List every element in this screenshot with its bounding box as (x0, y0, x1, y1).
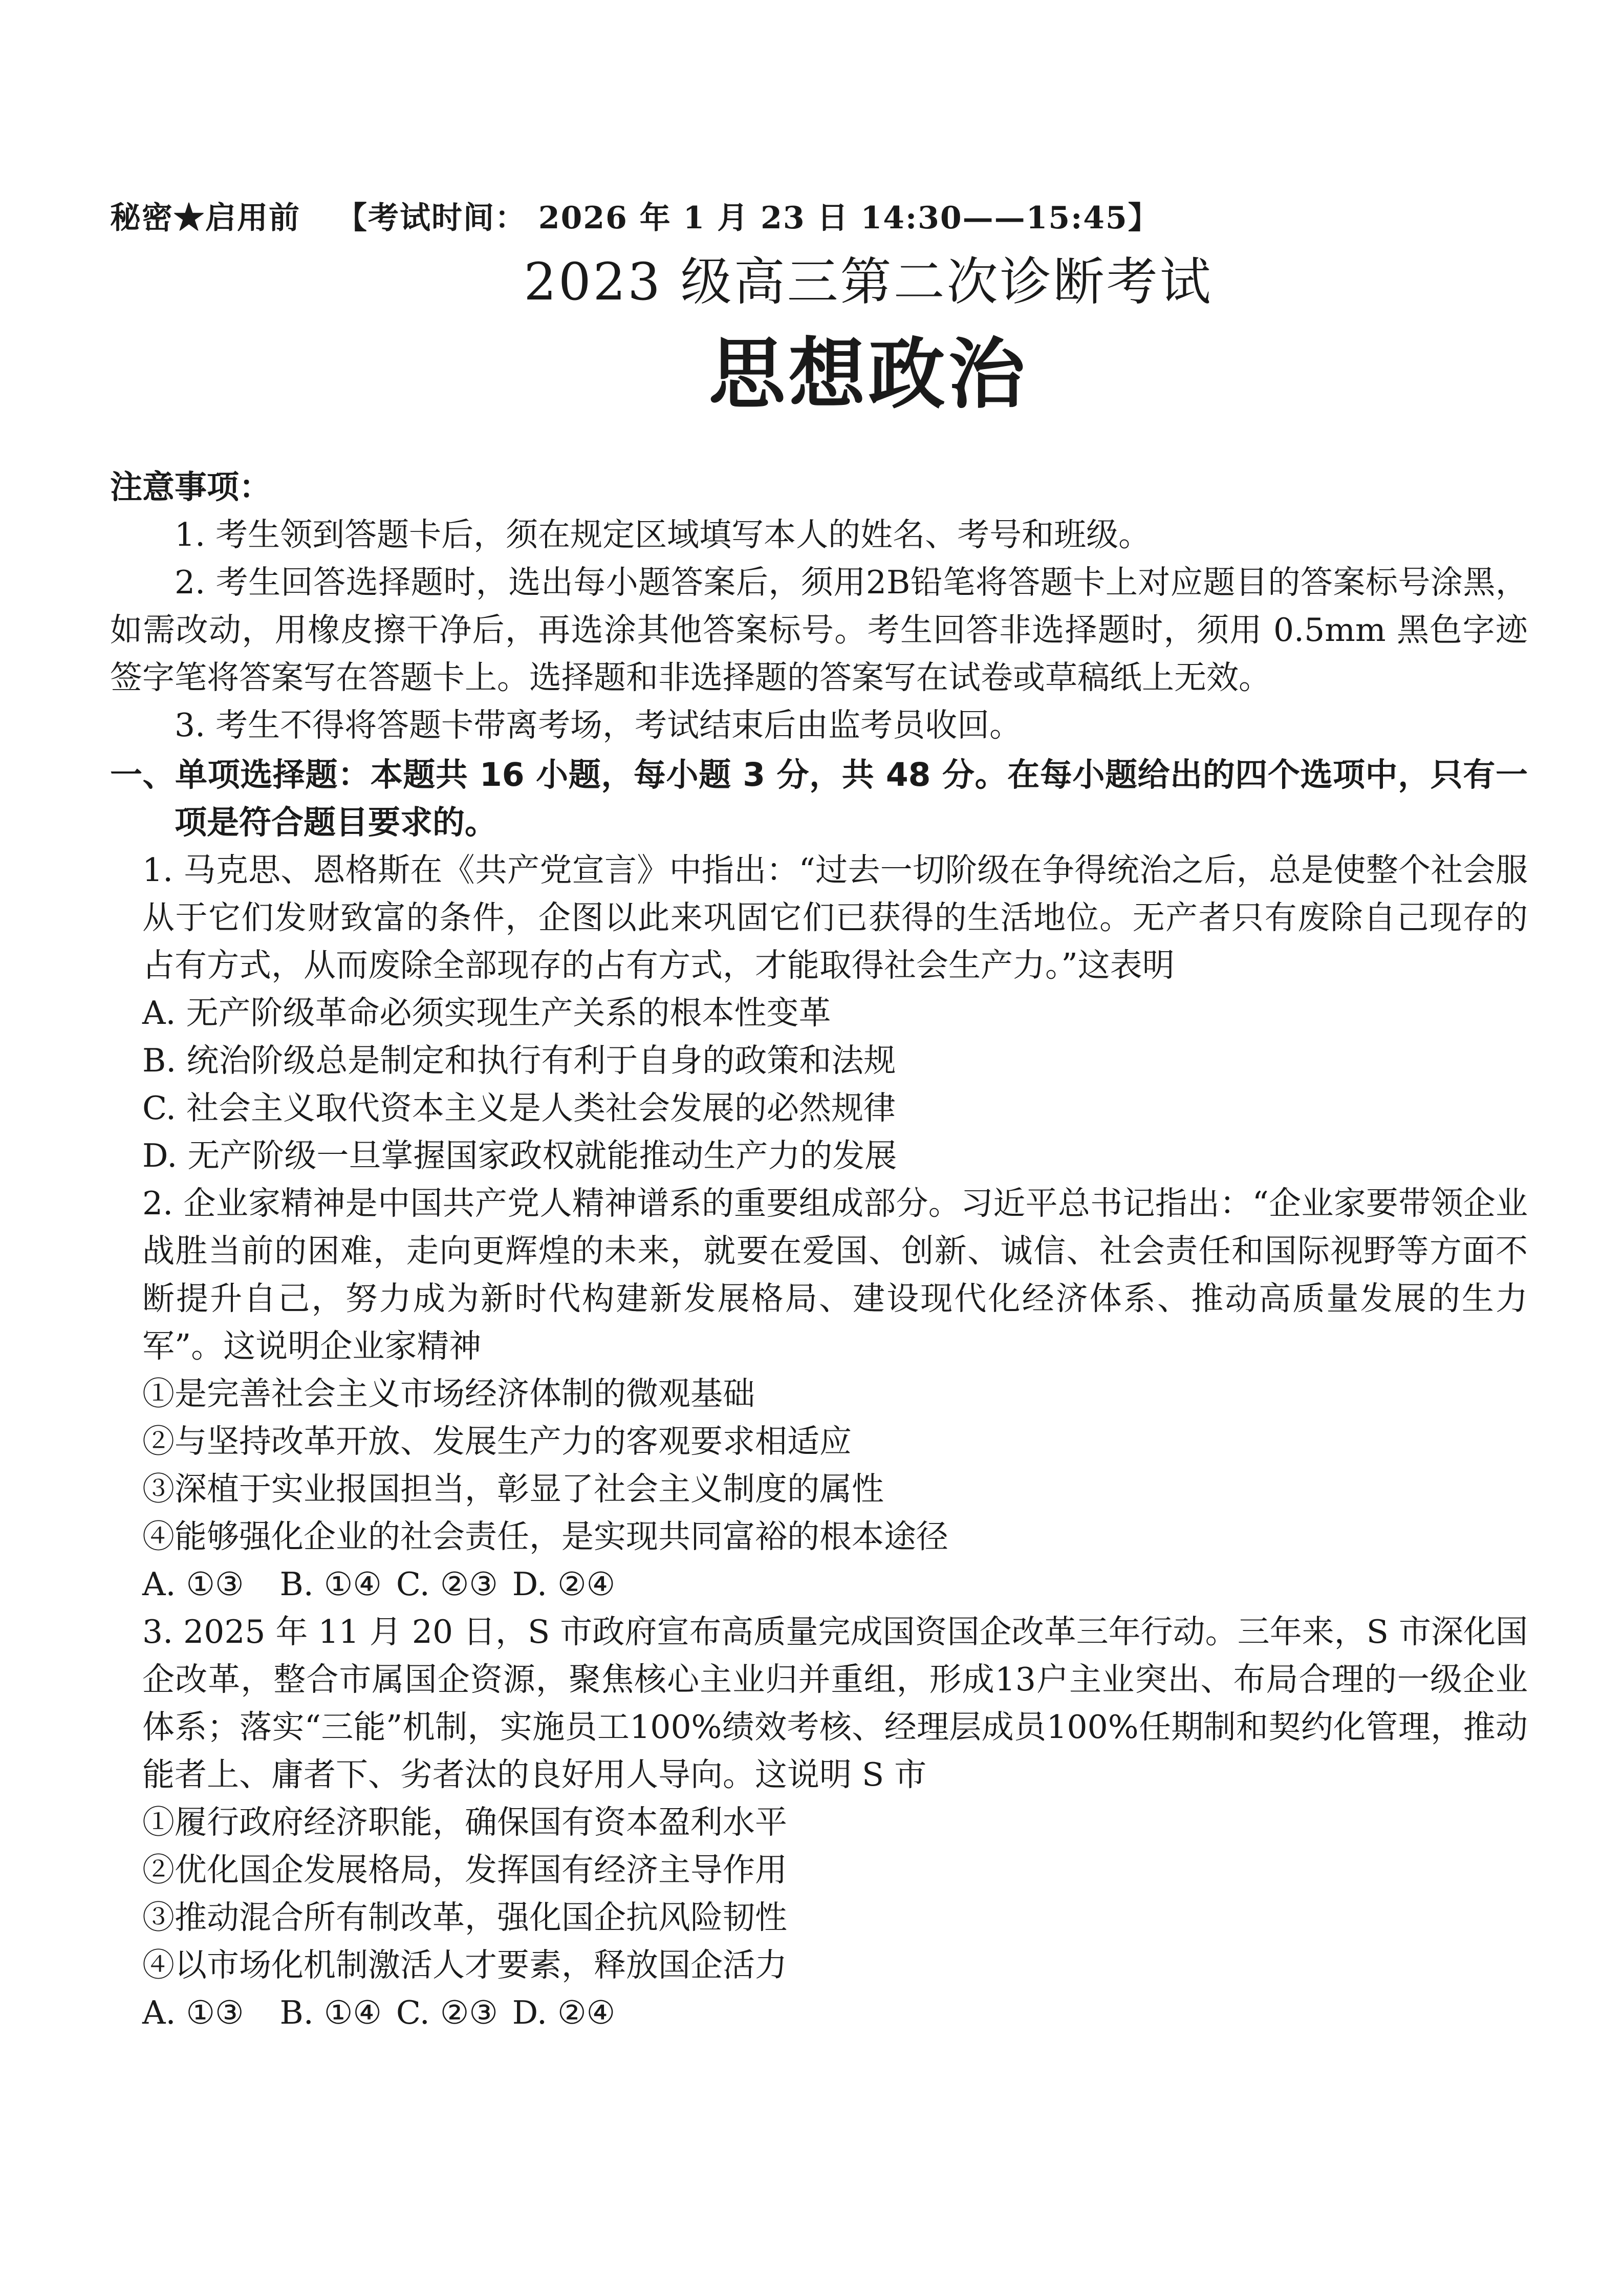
statement: ④以市场化机制激活人才要素，释放国企活力 (142, 1946, 787, 1984)
statement: ②与坚持改革开放、发展生产力的客观要求相适应 (142, 1423, 852, 1460)
option-b: B. ①④ (279, 1994, 382, 2031)
statement: ②优化国企发展格局，发挥国有经济主导作用 (142, 1851, 787, 1889)
question-stem: 1. 马克思、恩格斯在《共产党宣言》中指出：“过去一切阶级在争得统治之后，总是使整个社会服从于它们发财致富的条件，企图以此来巩固它们已获得的生活地位。无产者只有废除自己现存的占有方式，从而废除全部现存的占有方式，才能取得社会生产力。”这表明 (142, 851, 1528, 984)
option-d: D. 无产阶级一旦掌握国家政权就能推动生产力的发展 (142, 1137, 897, 1174)
exam-time: 【考试时间： 2026 年 1 月 23 日 14:30——15:45】 (336, 200, 1160, 236)
statement: ③深植于实业报国担当，彰显了社会主义制度的属性 (142, 1470, 884, 1508)
section-heading: 一、单项选择题：本题共 16 小题，每小题 3 分，共 48 分。在每小题给出的四个选项中，只有一项是符合题目要求的。 (110, 756, 1528, 841)
answer-options (142, 1560, 1528, 1608)
notice-heading: 注意事项： (110, 468, 271, 506)
question-3 (110, 1608, 1528, 2036)
option-d: D. ②④ (512, 1565, 616, 1603)
notice-item: 1. 考生领到答题卡后，须在规定区域填写本人的姓名、考号和班级。 (175, 516, 1151, 553)
option-d: D. ②④ (512, 1994, 616, 2031)
option-b: B. ①④ (279, 1565, 382, 1603)
question-stem: 3. 2025 年 11 月 20 日，S 市政府宣布高质量完成国资国企改革三年行动。三年来，S 市深化国企改革，整合市属国企资源，聚焦核心主业归并重组，形成13户主业突出、布局合理的一级企业体系；落实“三能”机制，实施员工100%绩效考核、经理层成员100%任期制和契约化管理，推动能者上、庸者下、劣者汰的良好用人导向。这说明 S 市 (142, 1613, 1528, 1793)
statement: ③推动混合所有制改革，强化国企抗风险韧性 (142, 1899, 787, 1936)
option-a: A. ①③ (142, 1994, 244, 2031)
answer-options (142, 1989, 1528, 2036)
header-line (110, 194, 1160, 238)
option-c: C. ②③ (396, 1565, 498, 1603)
statement: ①履行政府经济职能，确保国有资本盈利水平 (142, 1804, 787, 1841)
statement: ①是完善社会主义市场经济体制的微观基础 (142, 1375, 755, 1412)
subject-title: 思想政治 (708, 330, 1028, 419)
option-a: A. ①③ (142, 1565, 244, 1603)
exam-body (110, 463, 1528, 2036)
question-stem: 2. 企业家精神是中国共产党人精神谱系的重要组成部分。习近平总书记指出：“企业家要带领企业战胜当前的困难，走向更辉煌的未来，就要在爱国、创新、诚信、社会责任和国际视野等方面不断提升自己，努力成为新时代构建新发展格局、建设现代化经济体系、推动高质量发展的生力军”。这说明企业家精神 (142, 1185, 1528, 1365)
option-c: C. 社会主义取代资本主义是人类社会发展的必然规律 (142, 1089, 896, 1127)
exam-title: 2023 级高三第二次诊断考试 (524, 252, 1213, 312)
question-2 (110, 1179, 1528, 1608)
option-c: C. ②③ (396, 1994, 498, 2031)
statement: ④能够强化企业的社会责任，是实现共同富裕的根本途径 (142, 1518, 948, 1555)
option-b: B. 统治阶级总是制定和执行有利于自身的政策和法规 (142, 1042, 896, 1079)
option-a: A. 无产阶级革命必须实现生产关系的根本性变革 (142, 994, 831, 1032)
confidential-label: 秘密★启用前 (110, 200, 300, 236)
notice-item: 3. 考生不得将答题卡带离考场，考试结束后由监考员收回。 (175, 706, 1022, 744)
notice-item: 2. 考生回答选择题时，选出每小题答案后，须用2B铅笔将答题卡上对应题目的答案标号涂黑，如需改动，用橡皮擦干净后，再选涂其他答案标号。考生回答非选择题时，须用 0.5mm 黑色字迹签字笔将答案写在答题卡上。选择题和非选择题的答案写在试卷或草稿纸上无效。 (110, 564, 1528, 696)
question-1 (110, 846, 1528, 1179)
